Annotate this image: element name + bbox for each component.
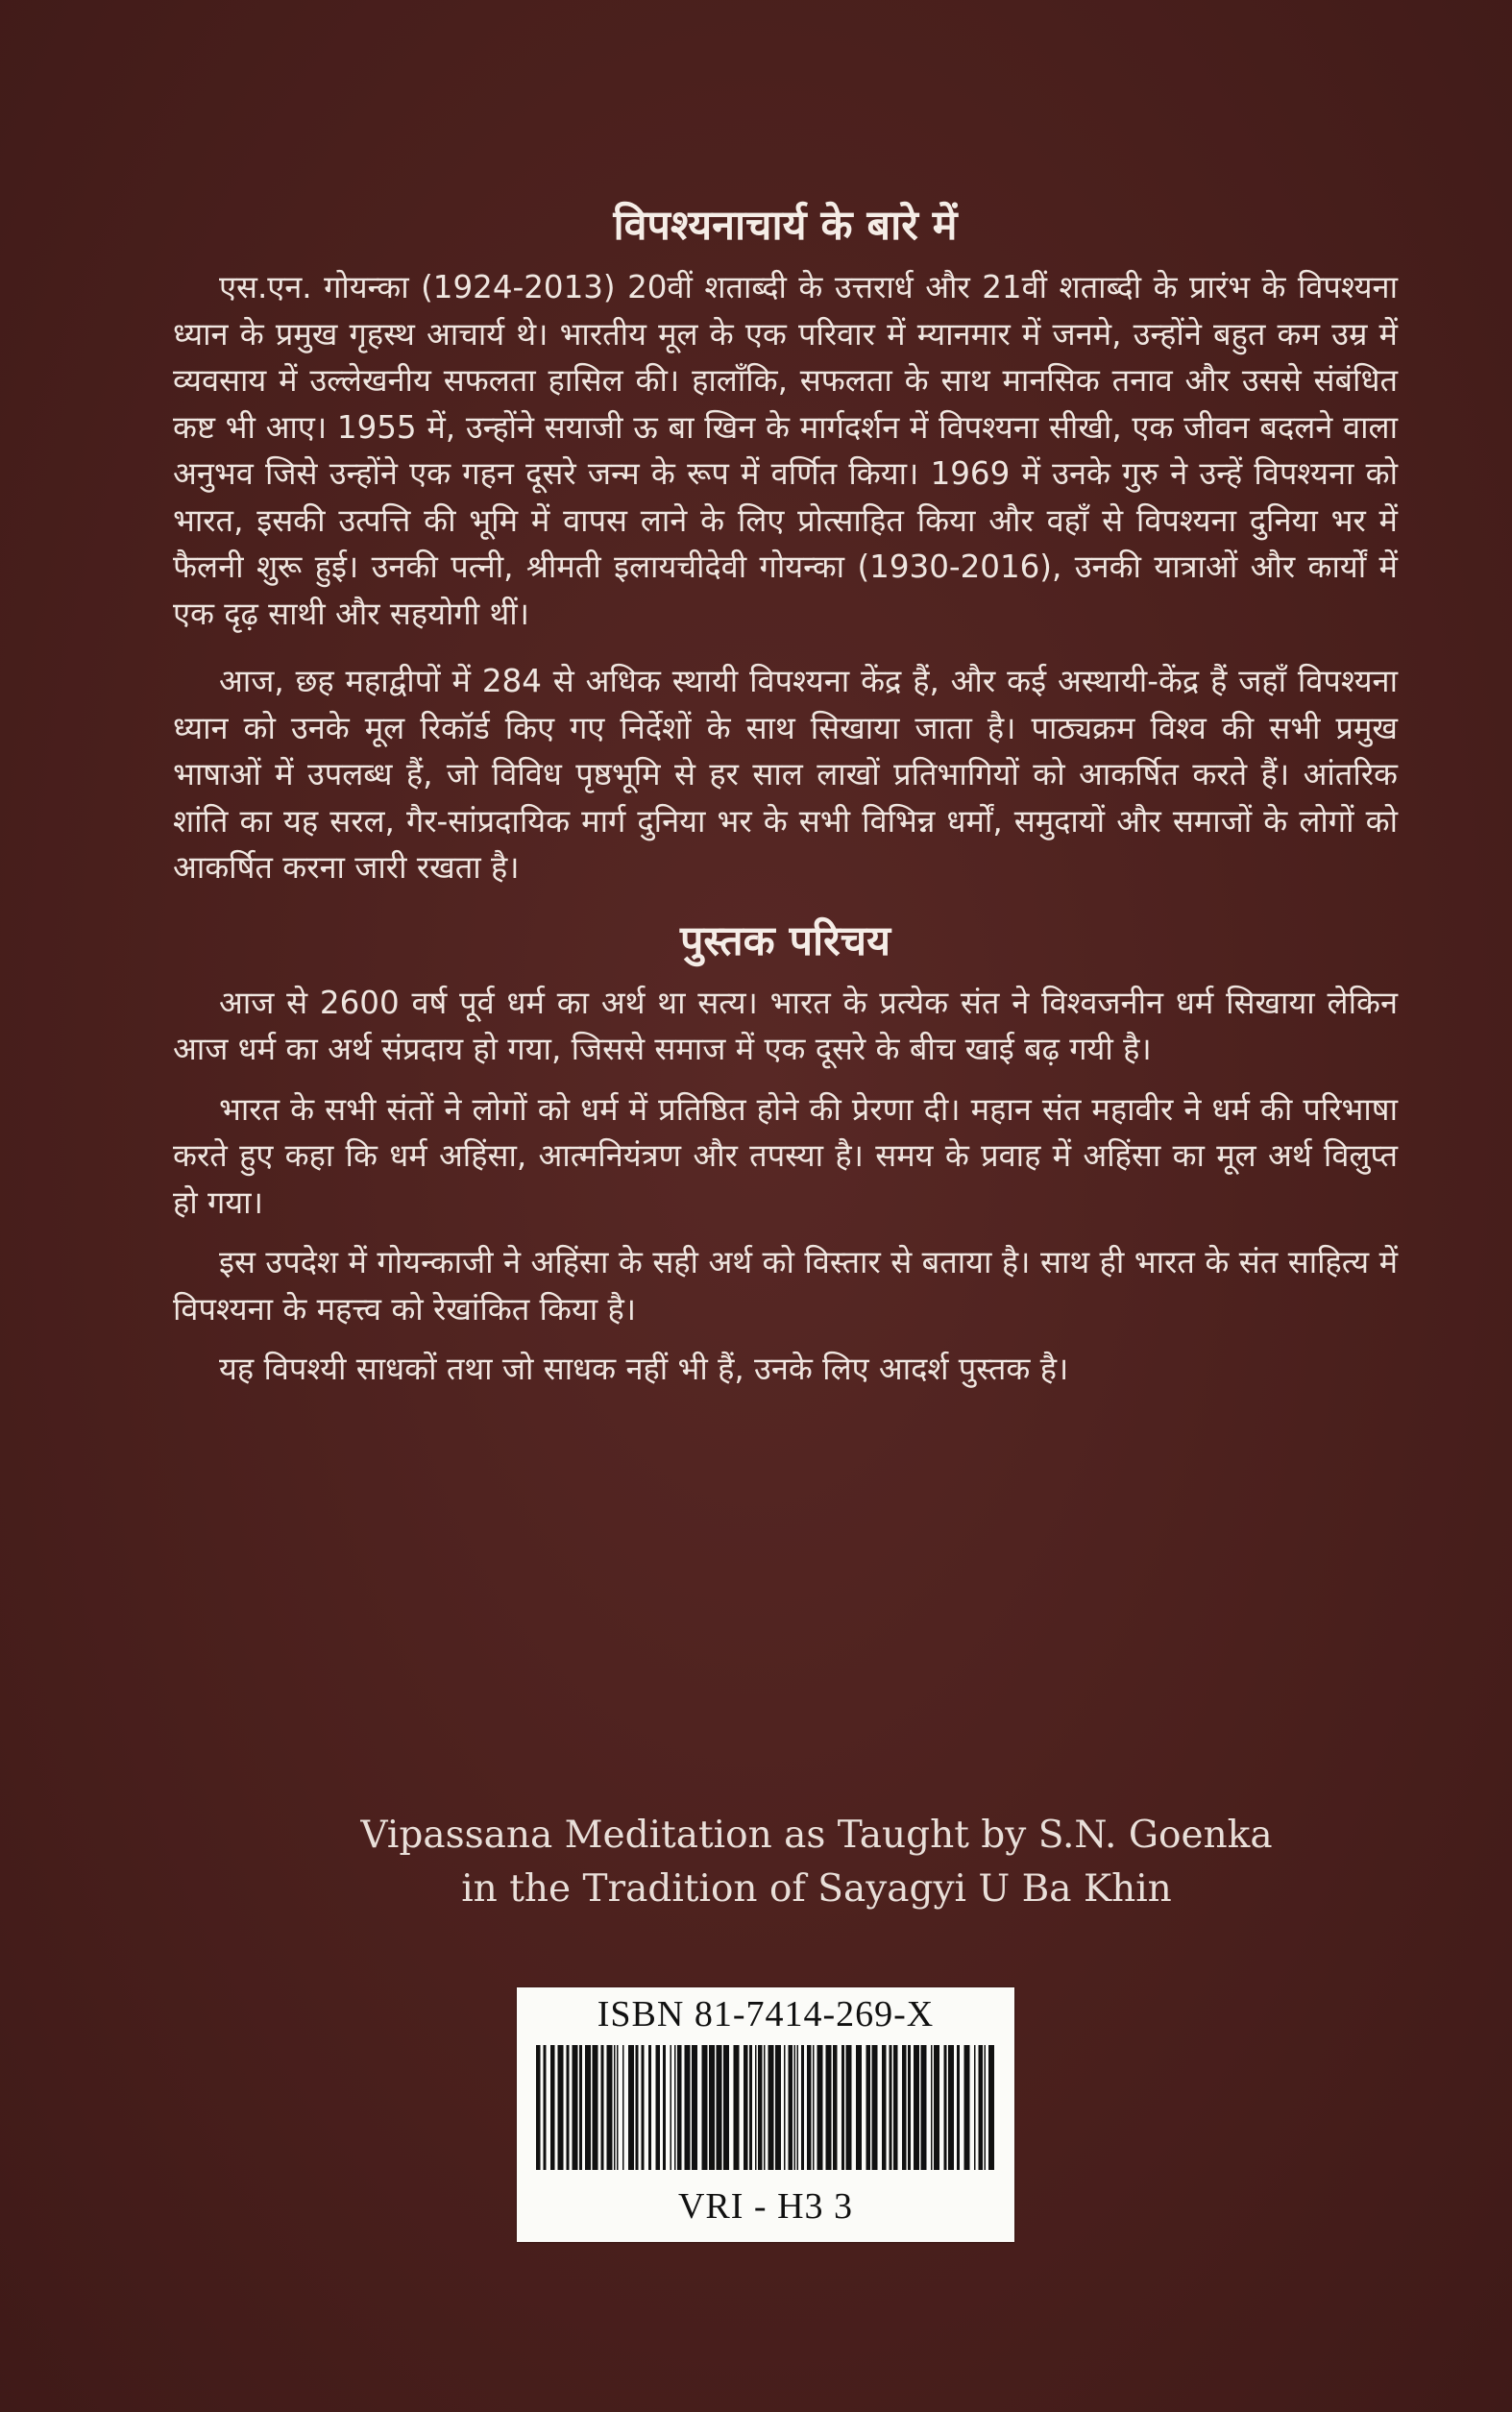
book-intro-paragraph: आज से 2600 वर्ष पूर्व धर्म का अर्थ था सत्य। भारत के प्रत्येक संत ने विश्वजनीन धर्म सिखाया लेकिन आज धर्म का अर्थ संप्रदाय हो गया, जिससे समाज में एक दूसरे के बीच खाई बढ़ गयी है। (173, 984, 1398, 1067)
book-intro-paragraph: इस उपदेश में गोयन्काजी ने अहिंसा के सही अर्थ को विस्तार से बताया है। साथ ही भारत के संत साहित्य में विपश्यना के महत्त्व को रेखांकित किया है। (173, 1244, 1398, 1328)
book-intro-paragraph: भारत के सभी संतों ने लोगों को धर्म में प्रतिष्ठित होने की प्रेरणा दी। महान संत महावीर ने धर्म की परिभाषा करते हुए कहा कि धर्म अहिंसा, आत्मनियंत्रण और तपस्या है। समय के प्रवाह में अहिंसा का मूल अर्थ विलुप्त हो गया। (173, 1090, 1398, 1221)
about-paragraph: एस.एन. गोयन्का (1924-2013) 20वीं शताब्दी के उत्तरार्ध और 21वीं शताब्दी के प्रारंभ के विपश्यना ध्यान के प्रमुख गृहस्थ आचार्य थे। भारतीय मूल के एक परिवार में म्यानमार में जनमे, उन्होंने बहुत कम उम्र में व्यवसाय में उल्लेखनीय सफलता हासिल की। हालाँकि, सफलता के साथ मानसिक तनाव और उससे संबंधित कष्ट भी आए। 1955 में, उन्होंने सयाजी ऊ बा खिन के मार्गदर्शन में विपश्यना सीखी, एक जीवन बदलने वाला अनुभव जिसे उन्होंने एक गहन दूसरे जन्म के रूप में वर्णित किया। 1969 में उनके गुरु ने उन्हें विपश्यना को भारत, इसकी उत्पत्ति की भूमि में वापस लाने के लिए प्रोत्साहित किया और वहाँ से विपश्यना दुनिया भर में फैलनी शुरू हुई। उनकी पत्नी, श्रीमती इलायचीदेवी गोयन्का (1930-2016), उनकी यात्राओं और कार्यों में एक दृढ़ साथी और सहयोगी थीं। (173, 269, 1398, 632)
publisher-code: VRI - H3 3 (677, 2186, 854, 2227)
cover-text-block (173, 197, 1398, 1406)
book-intro-paragraph: यह विपश्यी साधकों तथा जो साधक नहीं भी हैं, उनके लिए आदर्श पुस्तक है। (219, 1351, 1069, 1387)
about-heading: विपश्यनाचार्य के बारे में (613, 202, 958, 250)
book-intro-heading: पुस्तक परिचय (679, 916, 891, 965)
barcode-icon (536, 2045, 995, 2170)
barcode-label (517, 1987, 1014, 2242)
english-tagline (288, 1809, 1345, 1916)
tagline-line-1: Vipassana Meditation as Taught by S.N. Goenka (360, 1814, 1273, 1857)
about-paragraph: आज, छह महाद्वीपों में 284 से अधिक स्थायी विपश्यना केंद्र हैं, और कई अस्थायी-केंद्र हैं जहाँ विपश्यना ध्यान को उनके मूल रिकॉर्ड किए गए निर्देशों के साथ सिखाया जाता है। पाठ्यक्रम विश्व की सभी प्रमुख भाषाओं में उपलब्ध हैं, जो विविध पृष्ठभूमि से हर साल लाखों प्रतिभागियों को आकर्षित करते हैं। आंतरिक शांति का यह सरल, गैर-सांप्रदायिक मार्ग दुनिया भर के सभी विभिन्न धर्मों, समुदायों और समाजों के लोगों को आकर्षित करना जारी रखता है। (173, 663, 1398, 886)
tagline-line-2: in the Tradition of Sayagyi U Ba Khin (461, 1867, 1172, 1911)
isbn-text: ISBN 81-7414-269-X (597, 1994, 935, 2034)
